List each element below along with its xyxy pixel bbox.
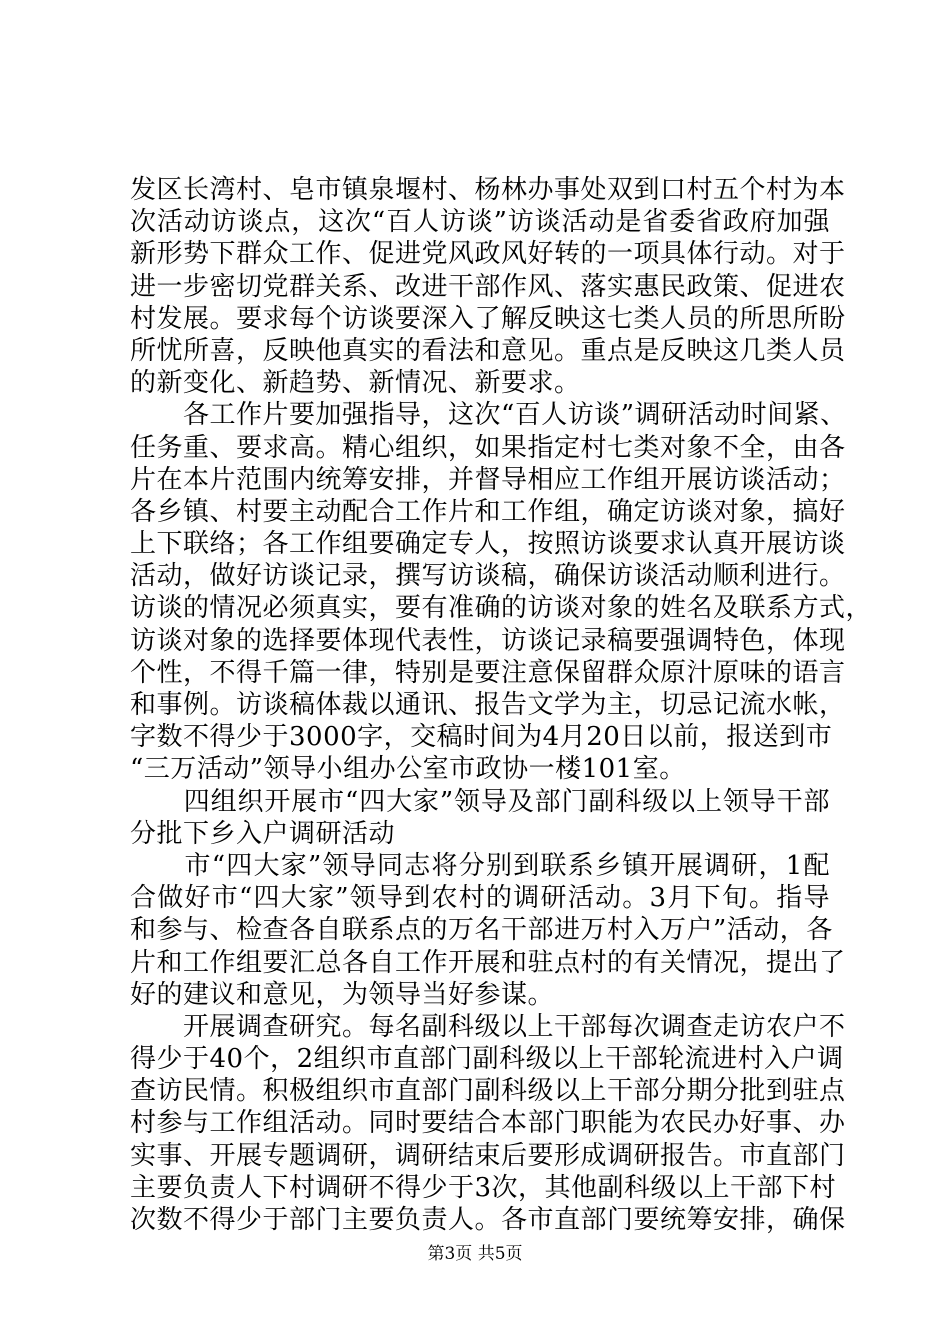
text-line: 的新变化、新趋势、新情况、新要求。 [130, 368, 581, 399]
text-line: 和事例。访谈稿体裁以通讯、报告文学为主，切忌记流水帐， [130, 690, 846, 720]
text-line: 开展调查研究。每名副科级以上干部每次调查走访农户不 [130, 1011, 846, 1042]
text-line: 查访民情。积极组织市直部门副科级以上干部分期分批到驻点 [130, 1076, 846, 1107]
text-line: 各乡镇、村要主动配合工作片和工作组，确定访谈对象，搞好 [130, 496, 846, 527]
document-body [130, 174, 873, 1236]
text-line: 访谈对象的选择要体现代表性，访谈记录稿要强调特色，体现 [130, 625, 846, 656]
text-line: 市“四大家”领导同志将分别到联系乡镇开展调研，1配 [130, 850, 830, 881]
text-line: 发区长湾村、皂市镇泉堰村、杨林办事处双到口村五个村为本 [130, 175, 846, 205]
text-line: 所忧所喜，反映他真实的看法和意见。重点是反映这几类人员 [130, 335, 846, 366]
text-line: 进一步密切党群关系、改进干部作风、落实惠民政策、促进农 [130, 271, 846, 302]
text-line: 片在本片范围内统筹安排，并督导相应工作组开展访谈活动； [130, 464, 846, 495]
text-line: 村参与工作组活动。同时要结合本部门职能为农民办好事、办 [130, 1108, 846, 1139]
text-line: 访谈的情况必须真实，要有准确的访谈对象的姓名及联系方式， [130, 593, 873, 624]
text-line: 活动，做好访谈记录，撰写访谈稿，确保访谈活动顺利进行。 [130, 561, 846, 592]
text-line: “三万活动”领导小组办公室市政协一楼101室。 [130, 754, 686, 785]
text-line: 村发展。要求每个访谈要深入了解反映这七类人员的所思所盼 [130, 303, 846, 334]
text-line: 实事、开展专题调研，调研结束后要形成调研报告。市直部门 [130, 1140, 846, 1171]
text-line: 各工作片要加强指导，这次“百人访谈”调研活动时间紧、 [130, 400, 847, 431]
text-line: 次数不得少于部门主要负责人。各市直部门要统筹安排，确保 [130, 1205, 846, 1235]
text-line: 好的建议和意见，为领导当好参谋。 [130, 979, 555, 1010]
text-line: 新形势下群众工作、促进党风政风好转的一项具体行动。对于 [130, 239, 846, 270]
text-line: 字数不得少于3000字，交稿时间为4月20日以前，报送到市 [130, 722, 833, 753]
text-line: 次活动访谈点，这次“百人访谈”访谈活动是省委省政府加强 [130, 207, 830, 238]
text-line: 分批下乡入户调研活动 [130, 818, 396, 849]
text-line: 片和工作组要汇总各自工作开展和驻点村的有关情况，提出了 [130, 947, 846, 978]
text-line: 四组织开展市“四大家”领导及部门副科级以上领导干部 [130, 786, 830, 817]
text-line: 上下联络；各工作组要确定专人，按照访谈要求认真开展访谈 [130, 529, 846, 560]
text-line: 得少于40个，2组织市直部门副科级以上干部轮流进村入户调 [130, 1044, 844, 1075]
text-line: 合做好市“四大家”领导到农村的调研活动。3月下旬。指导 [130, 883, 830, 914]
text-line: 和参与、检查各自联系点的万名干部进万村入万户”活动，各 [130, 915, 833, 946]
text-line: 主要负责人下村调研不得少于3次，其他副科级以上干部下村 [130, 1172, 837, 1203]
text-line: 个性，不得千篇一律，特别是要注意保留群众原汁原味的语言 [130, 657, 846, 688]
text-line: 任务重、要求高。精心组织，如果指定村七类对象不全，由各 [130, 432, 846, 463]
page-footer: 第3页 共5页 [427, 1244, 523, 1264]
